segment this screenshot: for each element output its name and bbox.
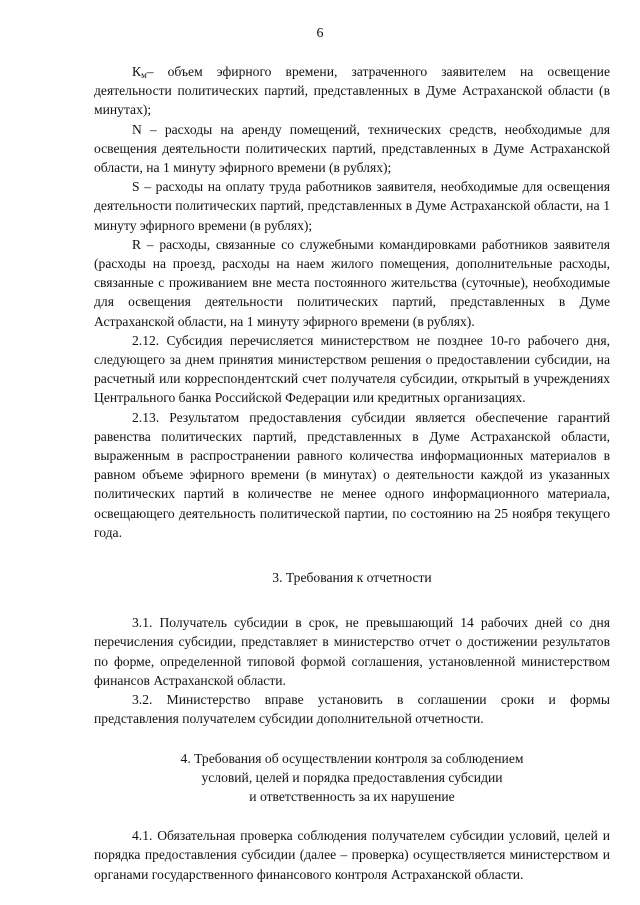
paragraph-3-1: 3.1. Получатель субсидии в срок, не превышающий 14 рабочих дней со дня перечисления субсидии, представляет в министерство отчет о достижении результатов по форме, определенной типовой формой соглашения, установленной министерством финансов Астраханской области. <box>94 615 610 688</box>
km-subscript: м <box>141 70 147 80</box>
section-4-heading-line: условий, целей и порядка предоставления субсидии <box>201 769 503 785</box>
km-definition: – объем эфирного времени, затраченного заявителем на освещение деятельности политических партий, представленных в Думе Астраханской области (в минутах); <box>94 64 610 118</box>
paragraph-2-12: 2.12. Субсидия перечисляется министерством не позднее 10-го рабочего дня, следующего за днем принятия министерством решения о предоставлении субсидии, на расчетный или корреспондентский счет получателя субсидии, открытый в учреждениях Центрального банка Российской Федерации или кредитных организациях. <box>94 332 610 406</box>
paragraph-3-2: 3.2. Министерство вправе установить в соглашении сроки и формы представления получателем субсидии дополнительной отчетности. <box>94 692 610 727</box>
paragraph-s: S – расходы на оплату труда работников заявителя, необходимые для освещения деятельности политических партий, представленных в Думе Астраханской области, на 1 минуту эфирного времени (в рублях); <box>94 179 610 233</box>
paragraph-4-1: 4.1. Обязательная проверка соблюдения получателем субсидии условий, целей и порядка предоставления субсидии (далее – проверка) осуществляется министерством и органами государственного финансового контроля Астраханской области. <box>94 828 610 882</box>
section-3-heading: 3. Требования к отчетности <box>272 570 432 586</box>
document-body <box>94 62 610 884</box>
section-4-heading-line: и ответственность за их нарушение <box>249 788 455 804</box>
paragraph-r: R – расходы, связанные со служебными командировками работников заявителя (расходы на проезд, расходы на наем жилого помещения, дополнительные расходы, связанные с проживанием вне места постоянного жительства (суточные), необходимые для освещения деятельности политических партий, представленных в Думе Астраханской области, на 1 минуту эфирного времени (в рублях). <box>94 236 610 329</box>
section-4-heading <box>94 749 610 807</box>
paragraph-2-13: 2.13. Результатом предоставления субсидии является обеспечение гарантий равенства политических партий, представленных в Думе Астраханской области, выраженным в распространении равного количества информационных материалов в равном объеме эфирного времени (в минутах) о деятельности каждой из указанных политических партий в количестве не менее одного информационного материала, освещающего деятельность политической партии, по состоянию на 25 ноября текущего года. <box>94 409 610 540</box>
page-number: 6 <box>316 26 324 41</box>
km-symbol: К <box>132 64 142 79</box>
paragraph-km <box>94 62 610 120</box>
paragraph-n: N – расходы на аренду помещений, технических средств, необходимые для освещения деятельности политических партий, представленных в Думе Астраханской области, на 1 минуту эфирного времени (в рублях); <box>94 121 610 176</box>
section-4-heading-line: 4. Требования об осуществлении контроля за соблюдением <box>180 750 524 766</box>
